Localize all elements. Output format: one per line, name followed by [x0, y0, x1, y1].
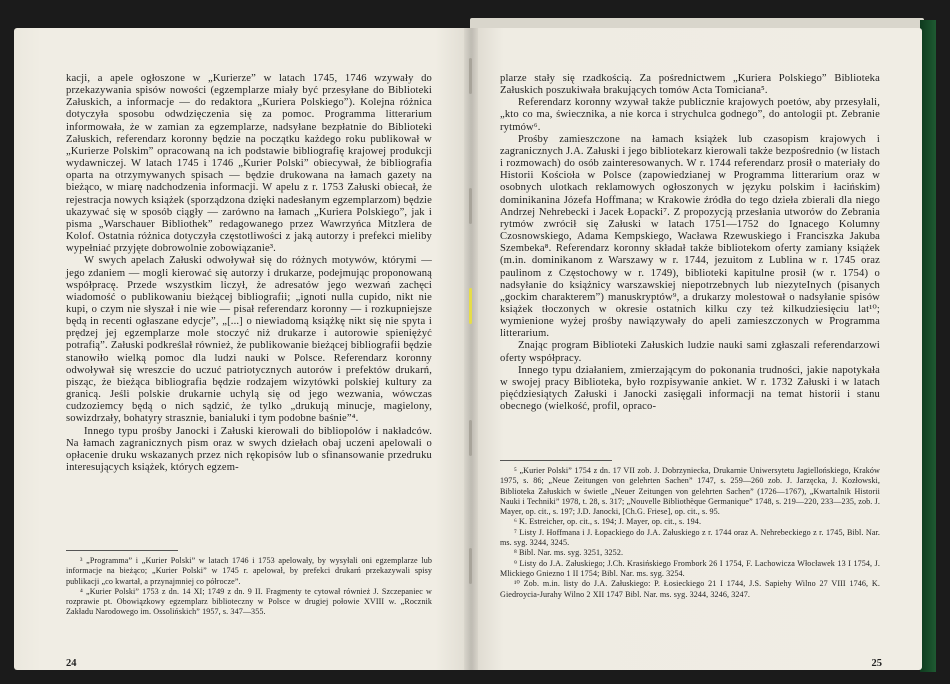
footnote: ⁶ K. Estreicher, op. cit., s. 194; J. Mayer, op. cit., s. 194.: [514, 517, 702, 527]
left-page-body: [66, 73, 432, 474]
footnote: ⁵ „Kurier Polski” 1754 z dn. 17 VII zob. J. Dobrzyniecka, Drukarnie Uniwersytetu Jagiellońskiego, Kraków 1975, s. 86; „Neue Zeitungen von gelehrten Sachen” 1747, s. 259—260 zob. J. Jarzęcka, J. Kozłowski, Biblioteka Załuskich w świetle „Neuer Zeitungen von gelehrten Sachen” (1726—1767), „Kwartalnik Historii Nauki i Techniki” 1978, t. 28, s. 317; „Nouvelle Bibliothèque Germanique” 1748, s. 219—220, 233—235, zob. J. Mayer, op. cit., s. 197; J.D. Janocki, [Ch.G. Friese], op. cit., s. 95.: [500, 466, 880, 517]
paragraph: W swych apelach Załuski odwoływał się do różnych motywów, którymi — jego zdaniem — mogli kierować się autorzy i drukarze, podejmując proponowaną współpracę. Przede wszystkim liczył, że adresatów jego wezwań zachęci wiadomość o publikowaniu bieżącej bibliografii; „ignoti nulla cupido, nikt nie kupi, o czym nie słyszał i nie wie — pisał referendarz koronny — i rozkupniejsze będą in recenti ogłaszane edycje”, „[...] o niewiadomą książkę nikt się nie spyta i prędzej jej egzemplarze mole stoczyć niż drukarze i autorowie spieniężyć potrafią”. Załuski podkreślał również, że publikowanie bieżącej bibliografii będzie stanowiło wielką pomoc dla ludzi nauki w Polsce. Referendarz koronny odwoływał się wreszcie do uczuć patriotycznych autorów i prefektów drukarń, pisząc, że bieżąca bibliografia będzie rodzajem wizytówki polskiej kultury za granicą. Jeśli polskie drukarnie uchylą się od jego wezwania, wówczas cudzoziemcy będą o nich sądzić, że tylko „drukują minucje, magielony, sowizdrzały, bohatyry strasznie, banialuki i tym podobne baśnie”⁴.: [66, 255, 432, 425]
right-page-body: [500, 73, 880, 413]
staple: [469, 288, 472, 324]
cover-edge: [920, 20, 936, 672]
footnote: ⁹ Listy do J.A. Załuskiego; J.Ch. Krasińskiego Frombork 26 I 1754, F. Lachowicza Włocławek 13 I 1754, J. Mlickiego Gniezno 1 II 1754; Bibl. Nar. ms. syg. 3254.: [500, 558, 880, 578]
staple: [469, 548, 472, 584]
left-page: [14, 28, 472, 670]
paragraph: Referendarz koronny wzywał także publicznie krajowych poetów, aby przesyłali, „kto co ma, świecznika, a nie korca i strychulca godnego”, do antologii pt. Zebranie rytmów⁶.: [500, 97, 880, 133]
paragraph: Prośby zamieszczone na łamach książek lub czasopism krajowych i zagranicznych J.A. Załuski i jego bibliotekarz kierowali także bezpośrednio (w listach i rozmowach) do osób zainteresowanych. W r. 1744 referendarz prosił o materiały do Historii Kościoła w Polsce (zapowiedzianej w Programma litterarium oraz w osobnych ulotkach reklamowych ogłoszonych w języku polskim i łacińskim) dominikanina Józefa Hoffmana; w Krakowie źródła do tego dzieła zbierali dla niego Andrzej Nehrebecki i Jacek Łopacki⁷. Z propozycją przesłania utworów do Zebrania rytmów zwrócił się Załuski w latach 1751—1752 do Ignacego Kolumny Czosnowskiego, Adama Kempskiego, Wacława Rzewuskiego i Franciszka Jakuba Szembeka⁸. Referendarz koronny składał także bibliotekom oferty zamiany książek (m.in. dominikanom z Warszawy w r. 1744, jezuitom z Lublina w r. 1745 oraz paulinom z Częstochowy w r. 1749), biblioteki kapitulne prosił (w r. 1754) o nadsyłanie do książnicy warszawskiej niepotrzebnych lub niezyteInych (pisanych „gockim charakterem”) manuskryptów⁹, a drukarzy molestował o nadsyłanie spisów książek tłoczonych w okresie ostatnich kilku czy też kilkudziesięciu lat¹⁰; wymienione wyżej prośby nawiązywały do apeli zamieszczonych w Programma litterarium.: [500, 133, 880, 340]
footnote: ⁴ „Kurier Polski” 1753 z dn. 14 XI; 1749 z dn. 9 II. Fragmenty te cytował również J. Szczepaniec w rozprawie pt. Obowiązkowy egzemplarz biblioteczny w Polsce w drugiej połowie XVIII w. „Rocznik Zakładu Narodowego im. Ossolińskich” 1957, s. 347—355.: [66, 586, 432, 617]
footnote: ³ „Programma” i „Kurier Polski” w latach 1746 i 1753 apelowały, by wysyłali oni egzemplarze lub informacje na bieżąco; „Kurier Polski” w 1745 r. apelował, by prefekci drukarń przekazywali spisy publikacji „co kwartał, a przynajmniej co półrocze”.: [66, 556, 432, 586]
right-page-footnotes: [500, 466, 880, 600]
footnote-rule: [500, 460, 612, 461]
left-page-footnotes: [66, 556, 432, 618]
footnote: ¹⁰ Zob. m.in. listy do J.A. Załuskiego: P. Łosieckiego 21 I 1744, J.S. Sapiehy Wilno 27 VIII 1746, K. Giedroycia-Jurahy Wilno 2 XII 1747 Bibl. Nar. ms. syg. 3244, 3246, 3247.: [500, 579, 880, 599]
paragraph: Innego typu prośby Janocki i Załuski kierowali do bibliopolów i nakładców. Na łamach zagranicznych pism oraz w swych dziełach obaj uczeni apelowali o opłacenie druku wskazanych przez nich rękopisów lub o sfinansowanie przedruku interesujących książek, których egzem-: [66, 425, 432, 473]
right-page: [472, 28, 922, 670]
footnote: ⁸ Bibl. Nar. ms. syg. 3251, 3252.: [514, 548, 624, 558]
paragraph: Znając program Biblioteki Załuskich ludzie nauki sami zgłaszali referendarzowi oferty współpracy.: [500, 340, 880, 364]
footnote: ⁷ Listy J. Hoffmana i J. Łopackiego do J.A. Załuskiego z r. 1744 oraz A. Nehrebeckiego z r. 1745, Bibl. Nar. ms. syg. 3244, 3245.: [500, 527, 880, 548]
paragraph: plarze stały się rzadkością. Za pośrednictwem „Kuriera Polskiego” Biblioteka Załuskich poszukiwała brakujących tomów Acta Tomiciana⁵.: [500, 73, 880, 97]
page-number: 24: [66, 658, 77, 669]
paragraph: kacji, a apele ogłoszone w „Kurierze” w latach 1745, 1746 wzywały do przekazywania spisów nowości (egzemplarze miały być przesyłane do Biblioteki Załuskich, a informacje — do redaktora „Kuriera Polskiego”). Kolejna różnica dotyczyła sposobu odwdzięczenia się za pomoc. Programma litterarium informowała, że w zamian za egzemplarze, nadsyłane bezpłatnie do Biblioteki Załuskich, referendarz koronny będzie na początku każdego roku publikował w „Kurierze Polskim” opracowaną na ich podstawie bibliografię krajowej produkcji wydawniczej. W latach 1745 i 1746 „Kurier Polski” obiecywał, że bibliografia oparta na otrzymywanych spisach — będzie drukowana na łamach gazety na bieżąco, w miarę nadchodzenia informacji. W apelu z r. 1753 Załuski obiecał, że rejestracja nowych książek (sporządzona dzięki nadesłanym egzemplarzom) będzie ukazywać się w sposób ciągły — zarówno na łamach „Kuriera Polskiego”, jak i pisma „Warschauer Bibliothek” redagowanego przez Wawrzyńca Mitzlera de Kolof. Ostatnia różnica dotyczyła częstotliwości z jaką autorzy i prefekci mieliby wypełniać przyjęte dobrowolnie zobowiązanie³.: [66, 73, 432, 255]
page-number: 25: [871, 658, 882, 669]
staple: [469, 420, 472, 456]
staple: [469, 188, 472, 224]
footnote-rule: [66, 550, 178, 551]
paragraph: Innego typu działaniem, zmierzającym do pokonania trudności, jakie napotykała w swojej pracy Biblioteka, było rozpisywanie ankiet. W r. 1732 Załuski i w latach pięćdziesiątych Załuski i Janocki zasięgali informacji na temat historii i stanu obecnego (wielkość, profil, opraco-: [500, 364, 880, 413]
staple: [469, 58, 472, 94]
